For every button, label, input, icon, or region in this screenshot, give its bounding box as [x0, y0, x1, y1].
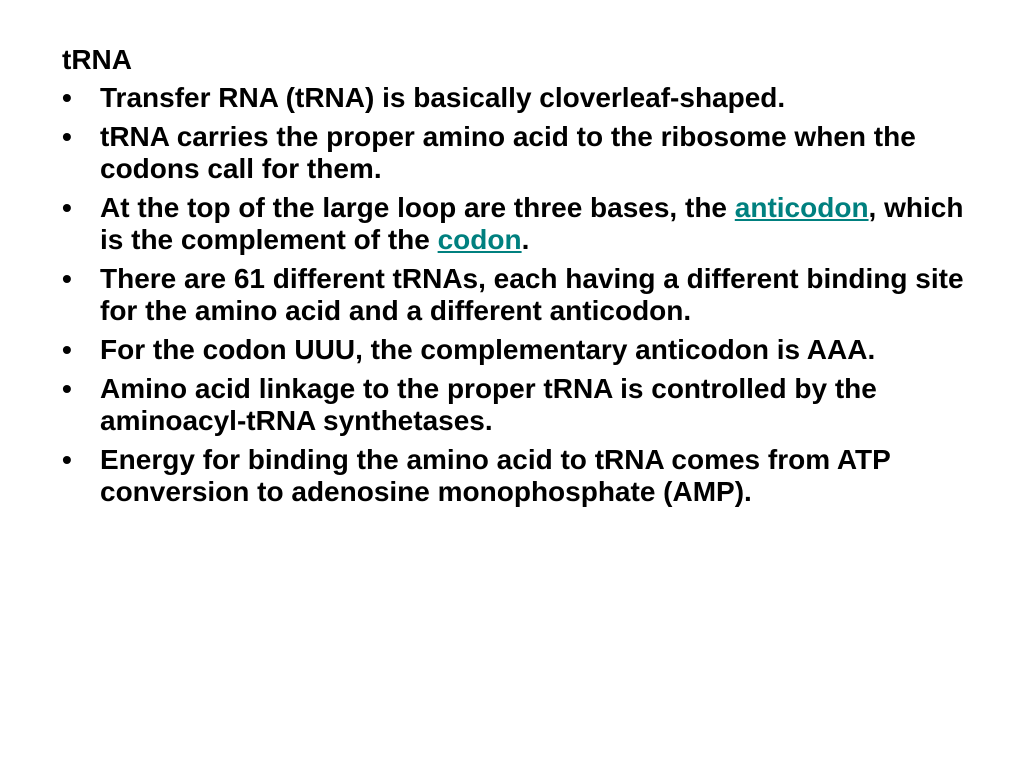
bullet-item	[62, 373, 964, 437]
slide-heading: tRNA	[62, 44, 132, 75]
codon-link[interactable]: codon	[437, 224, 522, 255]
bullet-text: Amino acid linkage to the proper tRNA is controlled by the aminoacyl-tRNA synthetases.	[100, 373, 877, 436]
bullet-icon: •	[62, 82, 72, 113]
bullet-item	[62, 82, 964, 114]
bullet-icon: •	[62, 334, 72, 365]
bullet-text: Energy for binding the amino acid to tRNA comes from ATP conversion to adenosine monophosphate (AMP).	[100, 444, 891, 507]
bullet-text-mid: , which is the complement of the	[100, 192, 964, 255]
bullet-item	[62, 334, 964, 366]
bullet-text-pre: At the top of the large loop are three bases, the	[100, 192, 735, 223]
bullet-text: tRNA carries the proper amino acid to the ribosome when the codons call for them.	[100, 121, 916, 184]
bullet-item	[62, 263, 964, 327]
bullet-item	[62, 192, 964, 256]
bullet-text: There are 61 different tRNAs, each having a different binding site for the amino acid and a different anticodon.	[100, 263, 964, 326]
bullet-icon: •	[62, 444, 72, 475]
bullet-icon: •	[62, 263, 72, 294]
bullet-icon: •	[62, 192, 72, 223]
bullet-text-post: .	[521, 224, 530, 255]
anticodon-link[interactable]: anticodon	[734, 192, 869, 223]
bullet-item	[62, 444, 964, 508]
bullet-icon: •	[62, 373, 72, 404]
bullet-list	[62, 82, 964, 508]
bullet-icon: •	[62, 121, 72, 152]
bullet-text: For the codon UUU, the complementary anticodon is AAA.	[100, 334, 876, 365]
bullet-item	[62, 121, 964, 185]
bullet-text: Transfer RNA (tRNA) is basically cloverleaf-shaped.	[100, 82, 786, 113]
